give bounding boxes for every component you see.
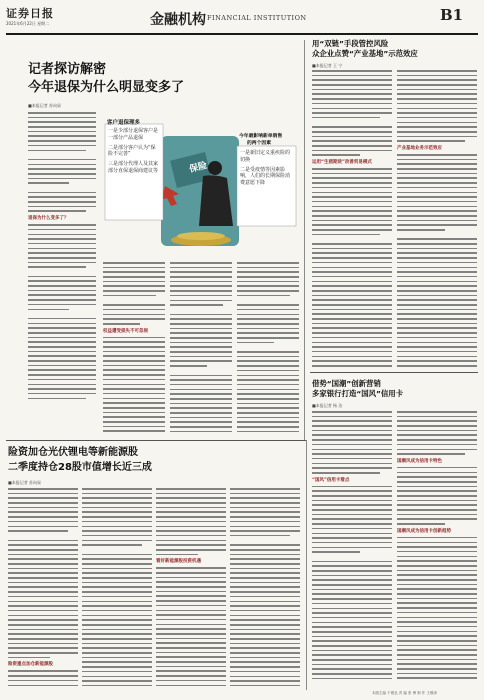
- article4-headline-line1: 险资加仓光伏锂电等新能源股: [8, 447, 138, 458]
- article1-headline-line1: 记者探访解密: [28, 62, 107, 77]
- article3-headline-line2: 多家银行打造“国风”信用卡: [312, 389, 404, 398]
- infographic-right-item: 二是受疫情等因素影响，人们的长期保险消费意愿下降: [240, 166, 291, 186]
- article2-byline: ■本报记者 王 宁: [312, 63, 343, 68]
- article4-byline: ■本报记者 苏向杲: [8, 480, 42, 485]
- infographic-right-title2: 的两个因素: [247, 141, 271, 146]
- masthead-rule: [6, 33, 478, 35]
- article1-text-col1: [28, 112, 96, 432]
- article2-headline-line2: 众企业点赞“产业基地”示范效应: [312, 49, 418, 58]
- article3-headline-line1: 借势“国潮”创新营销: [312, 379, 381, 388]
- article3-text-col2: [397, 411, 477, 681]
- article1-subhead2: 权益遭受损失不可忽视: [103, 328, 148, 334]
- article4-text-col3: [156, 488, 226, 688]
- column-divider: [306, 440, 307, 690]
- article1-text-col3: [170, 262, 232, 432]
- section-title: 金融机构: [150, 12, 206, 28]
- infographic-right-title1: 今年最影响新单销售: [239, 134, 283, 139]
- article4-subhead2: 看好新能源股投资机遇: [156, 559, 201, 565]
- infographic-left-item: 一是少部分退保客户是一部分产品退保: [108, 128, 159, 141]
- newspaper-logo: 证券日报: [6, 7, 54, 20]
- article1-headline-line2: 今年退保为什么明显变多了: [28, 80, 185, 95]
- article1-subhead1: 退保为什么变多了？: [28, 216, 69, 222]
- issue-date: 2021年6月22日 星期二: [6, 21, 50, 26]
- sign-text: 保险: [188, 160, 209, 175]
- infographic: [103, 116, 298, 256]
- infographic-left-title: 客户退保理多: [107, 120, 141, 126]
- section-title-english: FINANCIAL INSTITUTION: [207, 14, 307, 22]
- person-head: [208, 161, 222, 175]
- article3-subhead1: “国风”信用卡看点: [312, 477, 350, 483]
- article1-text-col2: [103, 262, 165, 432]
- article3-text-col1: [312, 411, 392, 681]
- article3-subhead2: 国潮风成为信用卡特色: [397, 458, 442, 464]
- article4-text-col4: [230, 488, 300, 688]
- article2-text-col1: [312, 70, 392, 370]
- infographic-left-item: 三是部分代理人及其家部分直保退保商建议等: [108, 161, 159, 174]
- infographic-right-item: 一是新旧定义重疾险的切换: [240, 150, 291, 163]
- section-rule: [6, 440, 306, 441]
- page-number: B1: [440, 6, 464, 24]
- article3-subhead3: 国潮风成为信用卡创新趋势: [397, 528, 451, 534]
- article3-byline: ■本报记者 杨 洁: [312, 403, 343, 408]
- section-rule: [310, 372, 478, 373]
- infographic-right-list: [240, 150, 294, 187]
- infographic-left-item: 二是部分客户认为“保险不完善”: [108, 144, 156, 158]
- article4-subhead1: 险资重点加仓新能源股: [8, 662, 53, 668]
- article2-headline-line1: 用“双链”手段管控风险: [312, 39, 389, 48]
- article4-headline-line2: 二季度持仓28股市值增长近三成: [8, 462, 152, 473]
- article2-text-col2: [397, 70, 477, 370]
- column-divider: [304, 40, 305, 440]
- article2-subhead1: 运用“生猪期货”改善贸易模式: [312, 160, 372, 166]
- article1-byline: ■本报记者 苏向杲: [28, 103, 62, 108]
- page-credits: 本版主编 于德良 责 编 张 博 制 作 王敬涛: [372, 691, 437, 695]
- article4-text-col1: [8, 488, 78, 688]
- infographic-left-list: [108, 128, 160, 175]
- article1-text-col4: [237, 262, 299, 432]
- article4-text-col2: [82, 488, 152, 688]
- article2-subhead2: 产业基地业务示范效应: [397, 146, 442, 151]
